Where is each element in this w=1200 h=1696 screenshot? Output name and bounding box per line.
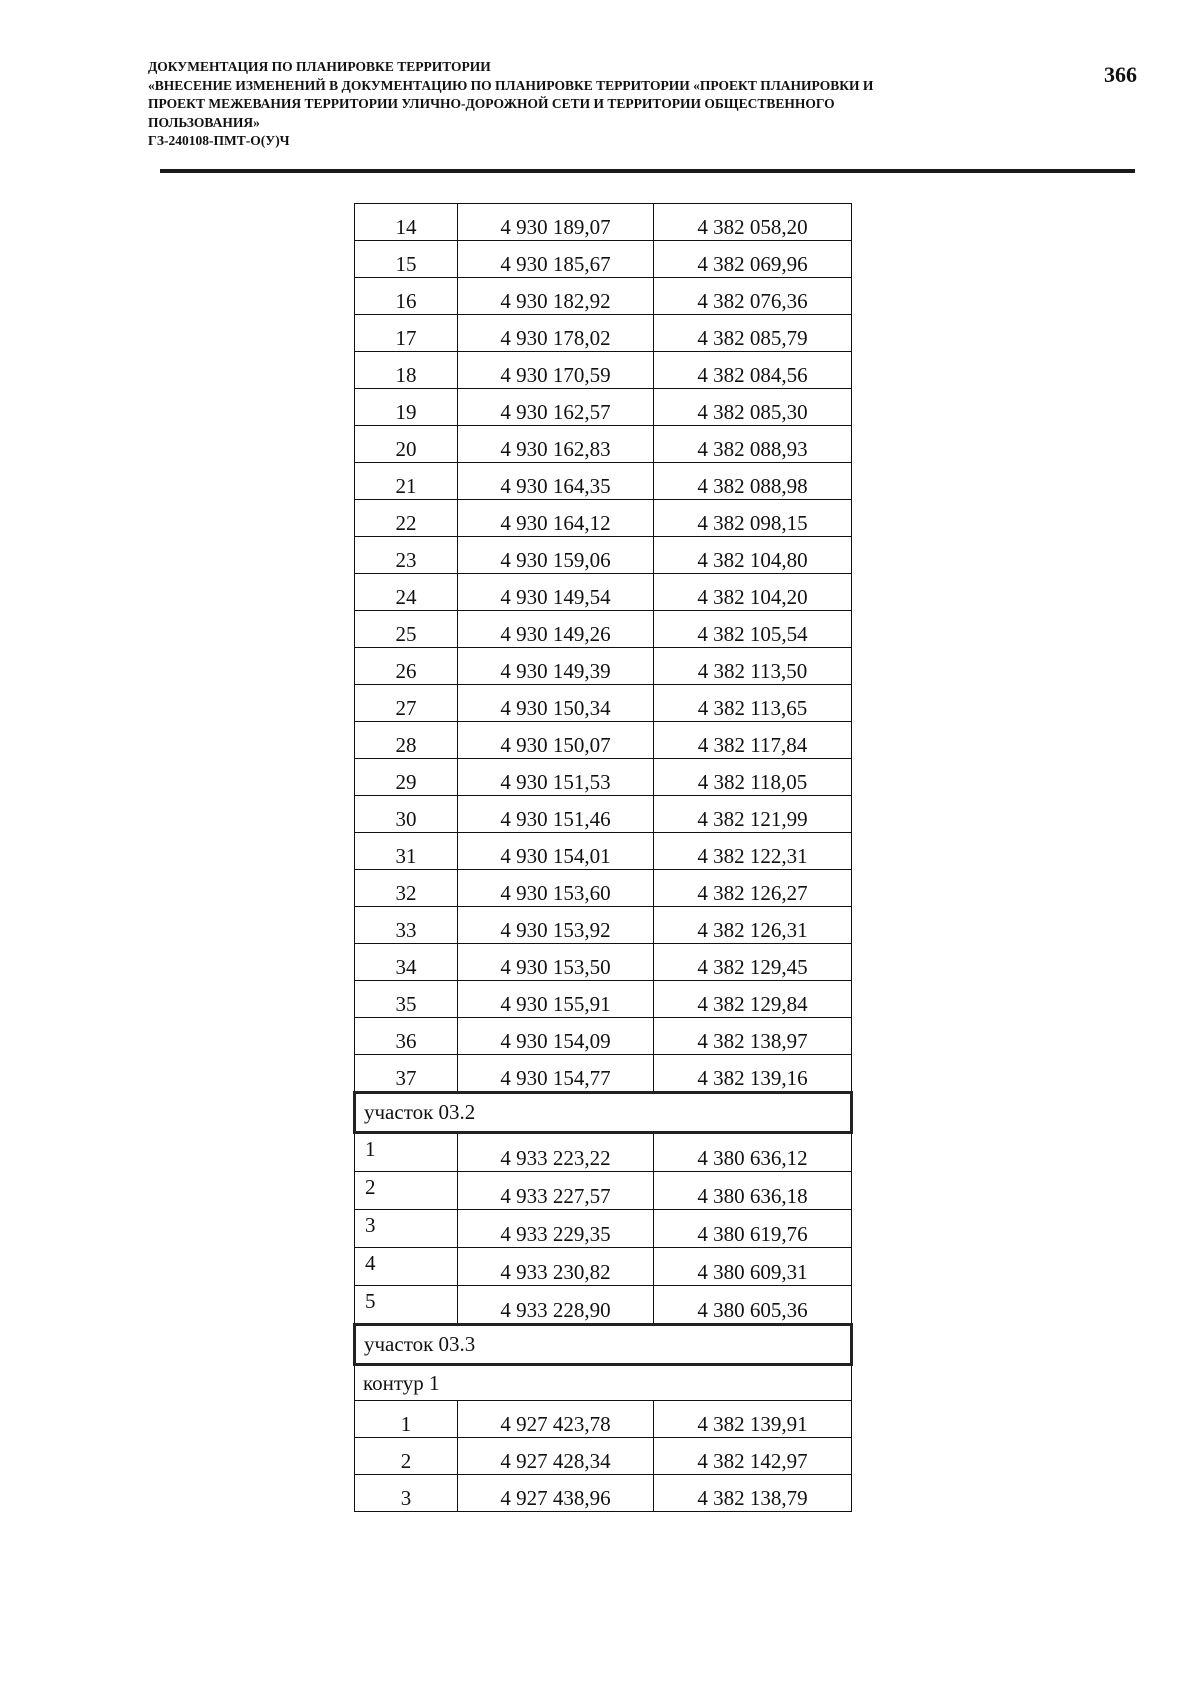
point-number: 5 bbox=[355, 1286, 458, 1325]
point-number: 1 bbox=[355, 1133, 458, 1172]
y-coordinate: 4 382 126,31 bbox=[654, 907, 852, 944]
point-number: 24 bbox=[355, 574, 458, 611]
section-label: участок 03.3 bbox=[355, 1325, 852, 1365]
point-number: 20 bbox=[355, 426, 458, 463]
point-number: 29 bbox=[355, 759, 458, 796]
x-coordinate: 4 930 164,12 bbox=[458, 500, 654, 537]
x-coordinate: 4 927 438,96 bbox=[458, 1475, 654, 1512]
x-coordinate: 4 927 428,34 bbox=[458, 1438, 654, 1475]
point-number: 35 bbox=[355, 981, 458, 1018]
point-number: 17 bbox=[355, 315, 458, 352]
point-number: 19 bbox=[355, 389, 458, 426]
point-number: 23 bbox=[355, 537, 458, 574]
x-coordinate: 4 930 150,34 bbox=[458, 685, 654, 722]
table-row bbox=[355, 759, 852, 796]
table-row bbox=[355, 463, 852, 500]
point-number: 31 bbox=[355, 833, 458, 870]
header-line: ДОКУМЕНТАЦИЯ ПО ПЛАНИРОВКЕ ТЕРРИТОРИИ bbox=[148, 59, 491, 74]
x-coordinate: 4 930 155,91 bbox=[458, 981, 654, 1018]
x-coordinate: 4 933 229,35 bbox=[458, 1210, 654, 1248]
table-row bbox=[355, 1286, 852, 1325]
table-row bbox=[355, 796, 852, 833]
table-row bbox=[355, 500, 852, 537]
y-coordinate: 4 382 122,31 bbox=[654, 833, 852, 870]
y-coordinate: 4 382 104,80 bbox=[654, 537, 852, 574]
table-row bbox=[355, 981, 852, 1018]
table-row bbox=[355, 907, 852, 944]
point-number: 18 bbox=[355, 352, 458, 389]
x-coordinate: 4 930 149,54 bbox=[458, 574, 654, 611]
y-coordinate: 4 382 117,84 bbox=[654, 722, 852, 759]
table-row bbox=[355, 870, 852, 907]
header-divider bbox=[160, 169, 1135, 173]
y-coordinate: 4 382 139,91 bbox=[654, 1401, 852, 1438]
point-number: 16 bbox=[355, 278, 458, 315]
y-coordinate: 4 382 113,50 bbox=[654, 648, 852, 685]
coordinates-table-body bbox=[355, 204, 852, 1512]
x-coordinate: 4 930 151,53 bbox=[458, 759, 654, 796]
point-number: 22 bbox=[355, 500, 458, 537]
point-number: 3 bbox=[355, 1210, 458, 1248]
x-coordinate: 4 930 153,92 bbox=[458, 907, 654, 944]
y-coordinate: 4 380 605,36 bbox=[654, 1286, 852, 1325]
y-coordinate: 4 382 076,36 bbox=[654, 278, 852, 315]
x-coordinate: 4 930 170,59 bbox=[458, 352, 654, 389]
y-coordinate: 4 380 609,31 bbox=[654, 1248, 852, 1286]
y-coordinate: 4 382 138,97 bbox=[654, 1018, 852, 1055]
point-number: 14 bbox=[355, 204, 458, 241]
point-number: 33 bbox=[355, 907, 458, 944]
point-number: 26 bbox=[355, 648, 458, 685]
point-number: 25 bbox=[355, 611, 458, 648]
document-header bbox=[148, 58, 1068, 151]
y-coordinate: 4 382 129,84 bbox=[654, 981, 852, 1018]
table-row bbox=[355, 1055, 852, 1093]
page-number: 366 bbox=[1104, 62, 1137, 87]
y-coordinate: 4 380 619,76 bbox=[654, 1210, 852, 1248]
x-coordinate: 4 930 182,92 bbox=[458, 278, 654, 315]
table-row bbox=[355, 352, 852, 389]
x-coordinate: 4 930 162,57 bbox=[458, 389, 654, 426]
y-coordinate: 4 382 118,05 bbox=[654, 759, 852, 796]
header-line: ПОЛЬЗОВАНИЯ» bbox=[148, 114, 260, 130]
table-row bbox=[355, 1133, 852, 1172]
y-coordinate: 4 382 126,27 bbox=[654, 870, 852, 907]
y-coordinate: 4 382 104,20 bbox=[654, 574, 852, 611]
y-coordinate: 4 382 138,79 bbox=[654, 1475, 852, 1512]
x-coordinate: 4 933 230,82 bbox=[458, 1248, 654, 1286]
table-row bbox=[355, 944, 852, 981]
table-row bbox=[355, 611, 852, 648]
point-number: 32 bbox=[355, 870, 458, 907]
table-row bbox=[355, 278, 852, 315]
x-coordinate: 4 930 154,09 bbox=[458, 1018, 654, 1055]
table-row bbox=[355, 648, 852, 685]
y-coordinate: 4 380 636,18 bbox=[654, 1172, 852, 1210]
y-coordinate: 4 382 058,20 bbox=[654, 204, 852, 241]
y-coordinate: 4 382 121,99 bbox=[654, 796, 852, 833]
point-number: 3 bbox=[355, 1475, 458, 1512]
x-coordinate: 4 930 153,60 bbox=[458, 870, 654, 907]
x-coordinate: 4 930 153,50 bbox=[458, 944, 654, 981]
y-coordinate: 4 382 142,97 bbox=[654, 1438, 852, 1475]
y-coordinate: 4 382 088,98 bbox=[654, 463, 852, 500]
y-coordinate: 4 382 084,56 bbox=[654, 352, 852, 389]
x-coordinate: 4 933 223,22 bbox=[458, 1133, 654, 1172]
y-coordinate: 4 382 105,54 bbox=[654, 611, 852, 648]
point-number: 21 bbox=[355, 463, 458, 500]
table-row bbox=[355, 426, 852, 463]
y-coordinate: 4 382 069,96 bbox=[654, 241, 852, 278]
table-row bbox=[355, 574, 852, 611]
y-coordinate: 4 382 085,30 bbox=[654, 389, 852, 426]
y-coordinate: 4 382 129,45 bbox=[654, 944, 852, 981]
y-coordinate: 4 382 113,65 bbox=[654, 685, 852, 722]
point-number: 4 bbox=[355, 1248, 458, 1286]
x-coordinate: 4 930 151,46 bbox=[458, 796, 654, 833]
point-number: 30 bbox=[355, 796, 458, 833]
table-row bbox=[355, 1438, 852, 1475]
x-coordinate: 4 930 178,02 bbox=[458, 315, 654, 352]
y-coordinate: 4 382 139,16 bbox=[654, 1055, 852, 1093]
table-row bbox=[355, 685, 852, 722]
coordinates-table bbox=[353, 203, 853, 1512]
table-row bbox=[355, 1210, 852, 1248]
point-number: 34 bbox=[355, 944, 458, 981]
x-coordinate: 4 930 154,01 bbox=[458, 833, 654, 870]
table-row bbox=[355, 389, 852, 426]
header-line: «ВНЕСЕНИЕ ИЗМЕНЕНИЙ В ДОКУМЕНТАЦИЮ ПО ПЛАНИРОВКЕ ТЕРРИТОРИИ «ПРОЕКТ ПЛАНИРОВКИ И bbox=[148, 77, 874, 93]
table-row bbox=[355, 1248, 852, 1286]
table-row bbox=[355, 204, 852, 241]
table-row bbox=[355, 833, 852, 870]
table-row bbox=[355, 241, 852, 278]
section-row bbox=[355, 1325, 852, 1365]
point-number: 37 bbox=[355, 1055, 458, 1093]
y-coordinate: 4 380 636,12 bbox=[654, 1133, 852, 1172]
x-coordinate: 4 930 149,26 bbox=[458, 611, 654, 648]
y-coordinate: 4 382 098,15 bbox=[654, 500, 852, 537]
subsection-row bbox=[355, 1365, 852, 1401]
point-number: 28 bbox=[355, 722, 458, 759]
x-coordinate: 4 933 228,90 bbox=[458, 1286, 654, 1325]
point-number: 15 bbox=[355, 241, 458, 278]
y-coordinate: 4 382 088,93 bbox=[654, 426, 852, 463]
x-coordinate: 4 930 164,35 bbox=[458, 463, 654, 500]
subsection-label: контур 1 bbox=[355, 1365, 852, 1401]
x-coordinate: 4 930 149,39 bbox=[458, 648, 654, 685]
point-number: 2 bbox=[355, 1172, 458, 1210]
x-coordinate: 4 930 154,77 bbox=[458, 1055, 654, 1093]
x-coordinate: 4 930 150,07 bbox=[458, 722, 654, 759]
section-row bbox=[355, 1093, 852, 1133]
table-row bbox=[355, 1475, 852, 1512]
y-coordinate: 4 382 085,79 bbox=[654, 315, 852, 352]
table-row bbox=[355, 315, 852, 352]
table-row bbox=[355, 1401, 852, 1438]
x-coordinate: 4 930 189,07 bbox=[458, 204, 654, 241]
point-number: 27 bbox=[355, 685, 458, 722]
x-coordinate: 4 927 423,78 bbox=[458, 1401, 654, 1438]
table-row bbox=[355, 1172, 852, 1210]
x-coordinate: 4 930 159,06 bbox=[458, 537, 654, 574]
x-coordinate: 4 930 185,67 bbox=[458, 241, 654, 278]
table-row bbox=[355, 722, 852, 759]
x-coordinate: 4 933 227,57 bbox=[458, 1172, 654, 1210]
document-code: ГЗ-240108-ПМТ-О(У)Ч bbox=[148, 133, 290, 148]
header-line: ПРОЕКТ МЕЖЕВАНИЯ ТЕРРИТОРИИ УЛИЧНО-ДОРОЖНОЙ СЕТИ И ТЕРРИТОРИИ ОБЩЕСТВЕННОГО bbox=[148, 96, 835, 111]
table-row bbox=[355, 1018, 852, 1055]
x-coordinate: 4 930 162,83 bbox=[458, 426, 654, 463]
point-number: 2 bbox=[355, 1438, 458, 1475]
point-number: 1 bbox=[355, 1401, 458, 1438]
table-row bbox=[355, 537, 852, 574]
section-label: участок 03.2 bbox=[355, 1093, 852, 1133]
point-number: 36 bbox=[355, 1018, 458, 1055]
